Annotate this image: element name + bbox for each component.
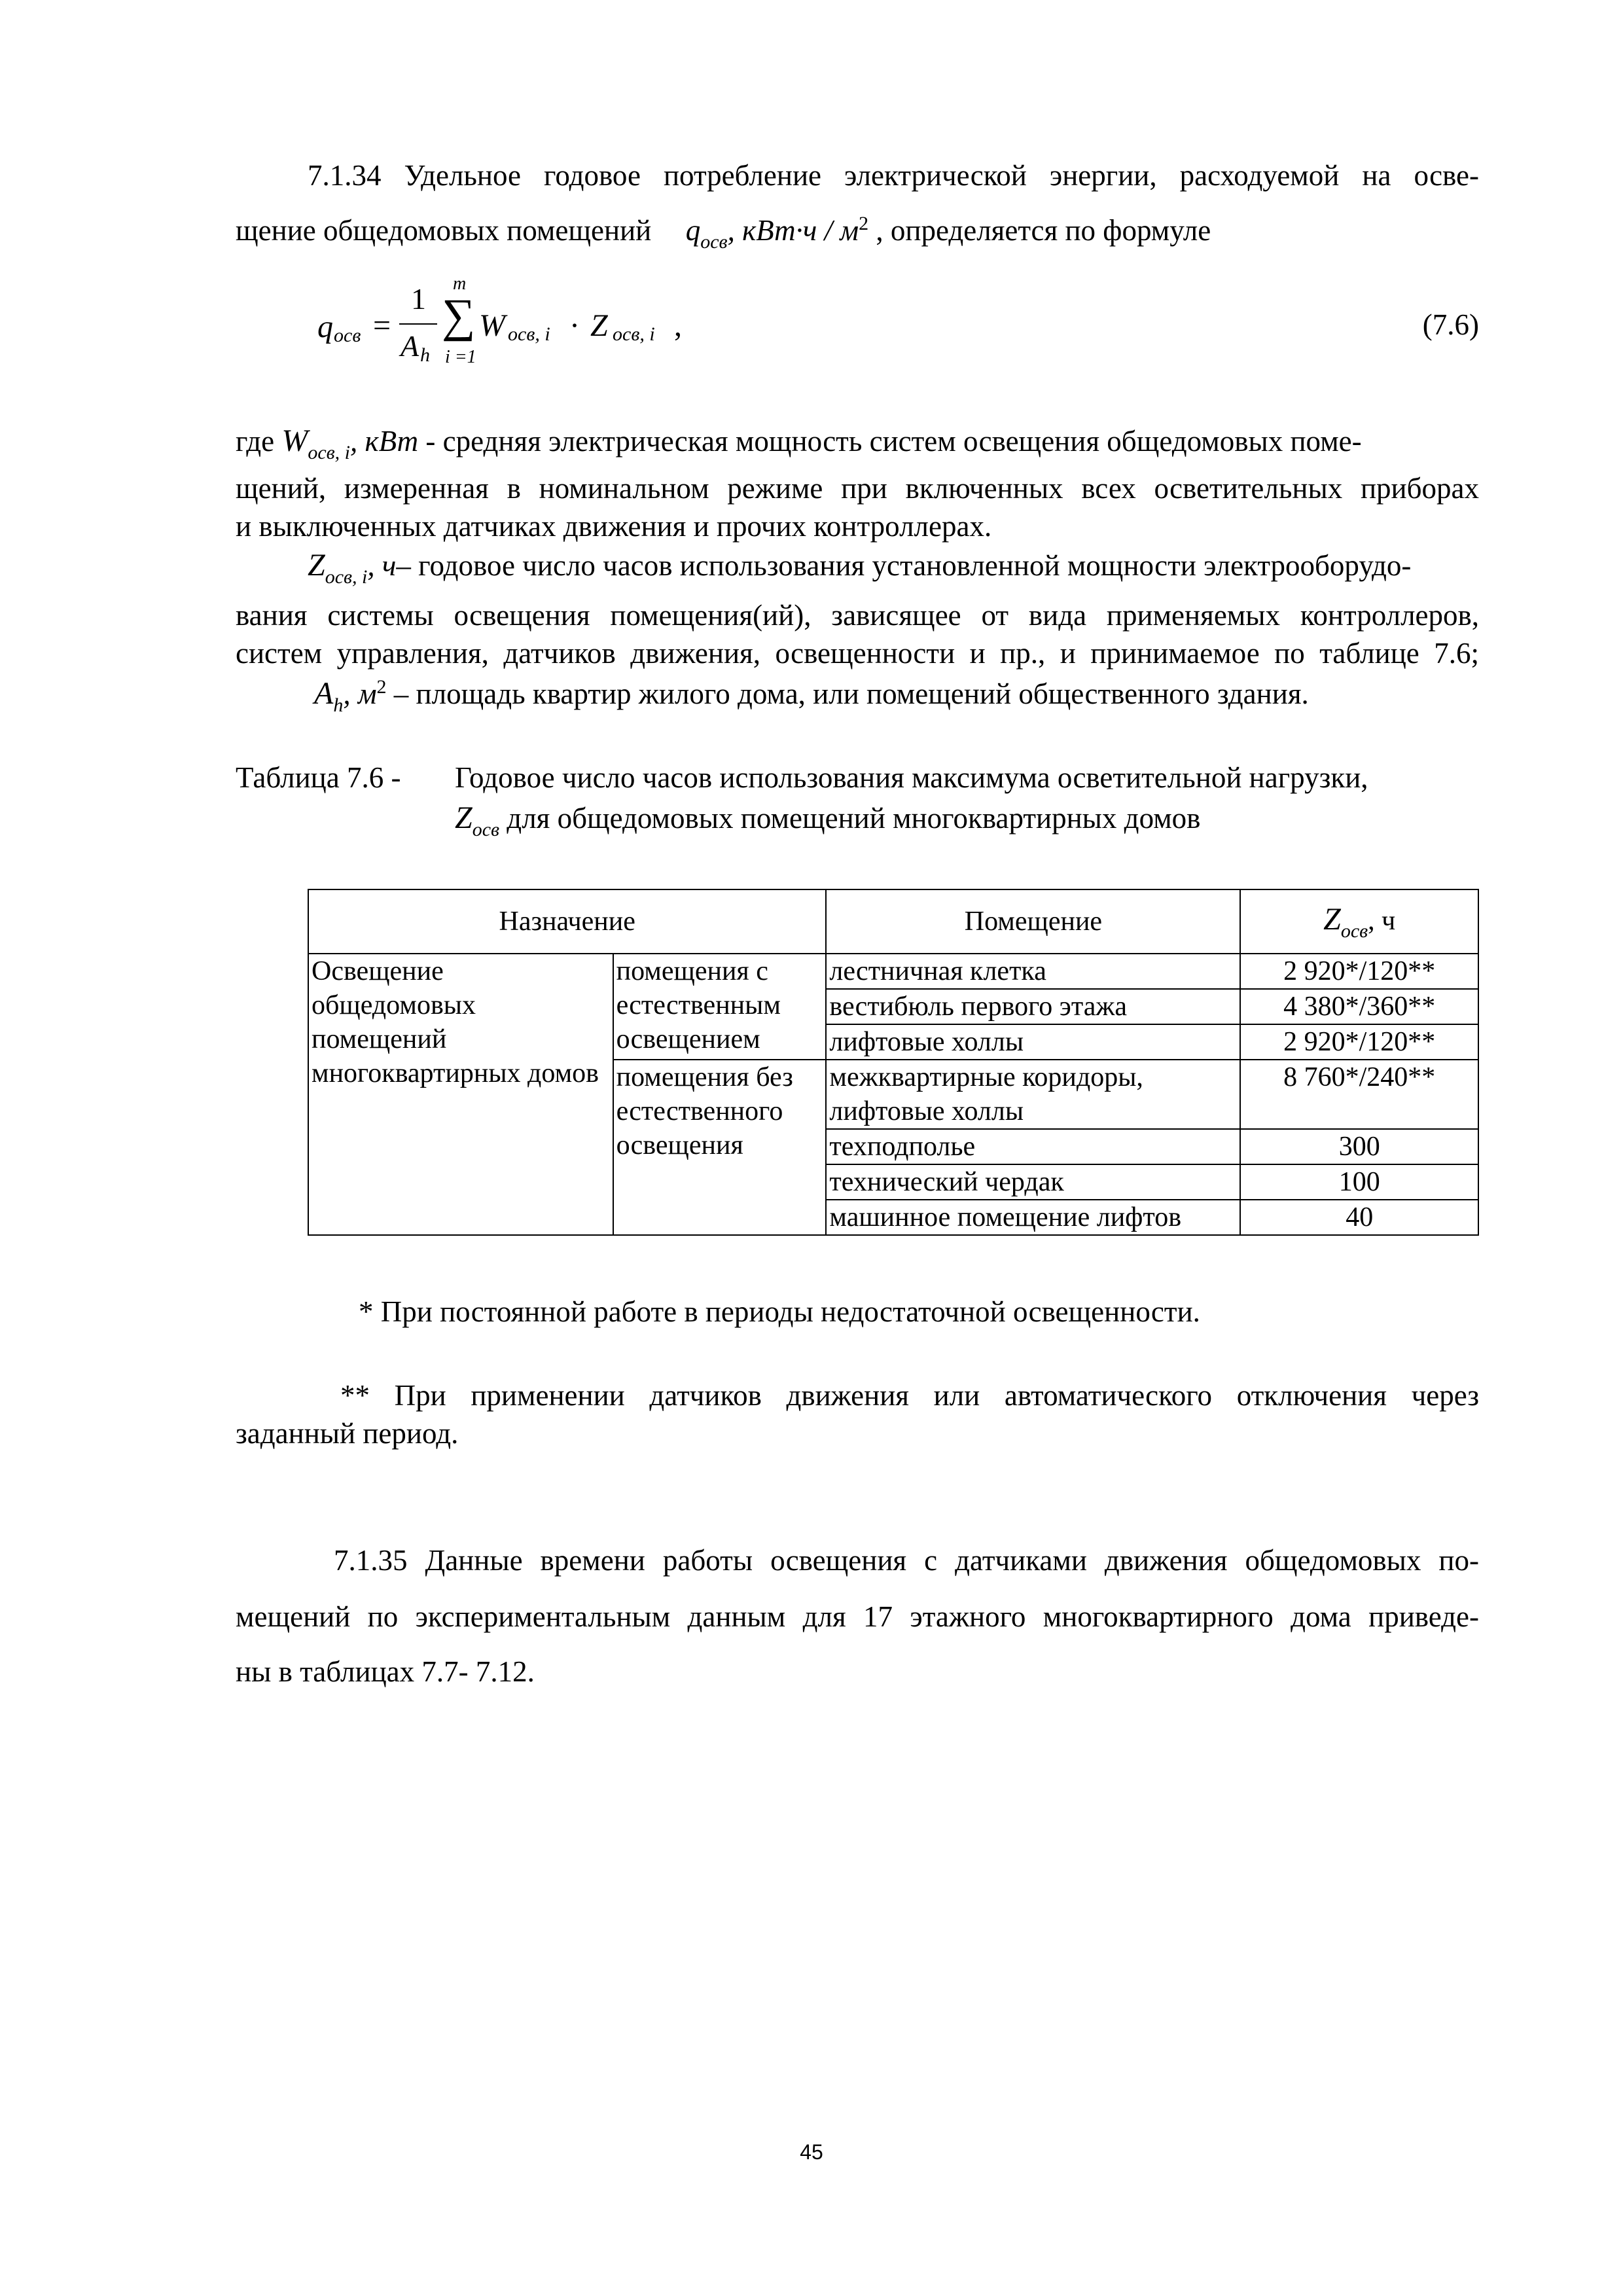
sum-sign: ∑ — [442, 289, 476, 342]
a-text: – площадь квартир жилого дома, или помещений общественного здания. — [386, 677, 1309, 710]
page-number: 45 — [800, 2140, 823, 2164]
paragraph-7-1-34-line2 — [236, 212, 1211, 253]
formula-lhs-sub: осв — [334, 325, 361, 346]
a-unit-sup: 2 — [376, 676, 387, 698]
table-row — [308, 954, 1478, 989]
footnote-1: * При постоянной работе в периоды недостаточной освещенности. — [359, 1295, 1200, 1328]
footnote-2-line2: заданный период. — [236, 1417, 459, 1450]
purpose-cell: Освещение общедомовых помещений многоквартирных домов — [308, 954, 613, 1235]
paragraph-7-1-35-line3: ны в таблицах 7.7- 7.12. — [236, 1655, 535, 1688]
value-cell: 2 920*/120** — [1240, 954, 1478, 989]
where-word: где — [236, 425, 275, 457]
header-z-unit: , ч — [1368, 906, 1396, 936]
room-cell: межквартирные коридоры, лифтовые холлы — [826, 1060, 1240, 1129]
where-a-line — [314, 675, 1309, 716]
z-text: – годовое число часов использования установленной мощности электрооборудо- — [396, 549, 1412, 582]
q-units-sup: 2 — [859, 213, 869, 234]
z-unit: , ч — [367, 549, 397, 582]
formula-number: (7.6) — [1422, 308, 1479, 341]
paragraph-7-1-35-line1: 7.1.35 Данные времени работы освещения с датчиками движения общедомовых по- — [334, 1544, 1479, 1577]
paragraph-7-1-35-line2: мещений по экспериментальным данным для 17 этажного многоквартирного дома приведе- — [236, 1600, 1479, 1633]
where-z-line2: вания системы освещения помещения(ий), зависящее от вида применяемых контроллеров, — [236, 599, 1479, 632]
group-no-natural-light: помещения без естественного освещения — [613, 1060, 827, 1235]
formula-frac-den: A — [401, 329, 419, 363]
formula-frac-num: 1 — [411, 282, 426, 315]
caption-z-subscript: осв — [472, 819, 500, 840]
formula-lhs: q — [317, 310, 333, 344]
fraction-bar — [399, 323, 437, 325]
q-units: , кВт·ч / м — [727, 214, 859, 247]
table-caption-line2 — [455, 800, 1200, 840]
caption-text: для общедомовых помещений многоквартирных домов — [499, 802, 1201, 834]
group-natural-light: помещения с естественным освещением — [613, 954, 827, 1060]
w-subscript: осв, i — [308, 442, 351, 463]
z-subscript: осв, i — [325, 566, 368, 588]
line2-text: щение общедомовых помещений — [236, 214, 652, 247]
value-cell: 300 — [1240, 1129, 1478, 1164]
value-cell: 4 380*/360** — [1240, 989, 1478, 1024]
where-w-line3: и выключенных датчиках движения и прочих контроллерах. — [236, 510, 992, 543]
room-cell: вестибюль первого этажа — [826, 989, 1240, 1024]
formula-term-z-sub: осв, i — [613, 323, 655, 345]
value-cell: 40 — [1240, 1200, 1478, 1235]
value-cell: 2 920*/120** — [1240, 1024, 1478, 1060]
a-subscript: h — [333, 694, 344, 716]
room-cell: технический чердак — [826, 1164, 1240, 1200]
formula-comma: , — [674, 308, 682, 343]
header-z-symbol: Z — [1323, 902, 1341, 937]
formula-dot: · — [569, 308, 580, 343]
header-z — [1240, 889, 1478, 954]
where-w-line1 — [236, 423, 1362, 463]
w-text: - средняя электрическая мощность систем освещения общедомовых поме- — [425, 425, 1362, 457]
formula-frac-den-sub: h — [420, 344, 430, 366]
sum-lower-limit: i =1 — [445, 347, 476, 367]
paragraph-7-1-34-line1: 7.1.34 Удельное годовое потребление электрической энергии, расходуемой на осве- — [308, 159, 1479, 192]
table-caption-line1: Годовое число часов использования максимума осветительной нагрузки, — [455, 761, 1368, 794]
q-symbol: q — [685, 214, 701, 247]
z-symbol: Z — [308, 548, 325, 583]
line2-post: , определяется по формуле — [876, 214, 1211, 247]
header-z-subscript: осв — [1340, 920, 1368, 942]
room-cell: лестничная клетка — [826, 954, 1240, 989]
caption-z-symbol: Z — [455, 800, 473, 835]
where-w-line2: щений, измеренная в номинальном режиме при включенных всех осветительных приборах — [236, 472, 1479, 505]
footnote-2-line1: ** При применении датчиков движения или автоматического отключения через — [340, 1379, 1479, 1412]
where-z-line3: систем управления, датчиков движения, освещенности и пр., и принимаемое по таблице 7.6; — [236, 637, 1479, 670]
formula-term-w: W — [479, 308, 505, 343]
header-purpose: Назначение — [308, 889, 826, 954]
room-cell: техподполье — [826, 1129, 1240, 1164]
formula-term-z: Z — [590, 308, 608, 343]
table-caption-label: Таблица 7.6 - — [236, 761, 401, 794]
room-cell: лифтовые холлы — [826, 1024, 1240, 1060]
value-cell: 100 — [1240, 1164, 1478, 1200]
formula-term-w-sub: осв, i — [508, 323, 550, 345]
sum-upper-limit: m — [453, 274, 467, 294]
formula-7-6 — [308, 274, 1479, 380]
table-7-6 — [308, 889, 1479, 1236]
table-header-row — [308, 889, 1478, 954]
w-symbol: W — [281, 423, 308, 458]
formula-equals: = — [373, 308, 391, 343]
a-symbol: A — [314, 676, 334, 711]
a-unit: , м — [343, 677, 377, 710]
q-subscript: осв — [700, 231, 728, 253]
w-unit: , кВт — [350, 425, 419, 457]
room-cell: машинное помещение лифтов — [826, 1200, 1240, 1235]
value-cell: 8 760*/240** — [1240, 1060, 1478, 1129]
header-room: Помещение — [826, 889, 1240, 954]
where-z-line1 — [308, 547, 1411, 588]
